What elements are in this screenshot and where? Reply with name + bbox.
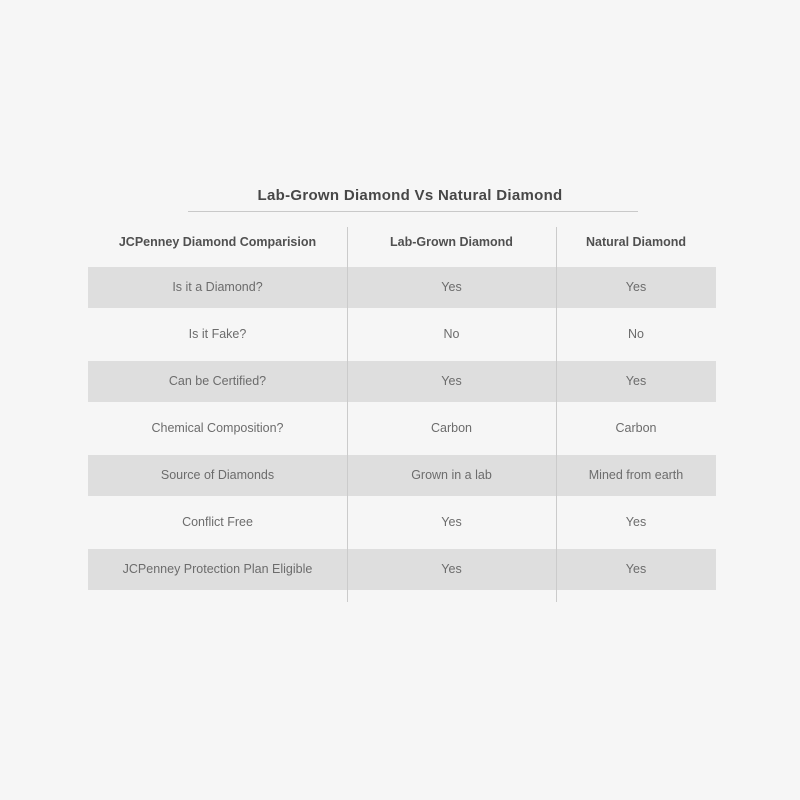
row-lab-grown-value: Yes: [441, 562, 462, 576]
row-natural-value: No: [628, 327, 644, 341]
table-row: [88, 267, 716, 308]
row-natural-value: Carbon: [615, 421, 657, 435]
comparison-table: [88, 227, 716, 596]
row-natural-value: Yes: [625, 374, 647, 388]
table-row: [88, 455, 716, 496]
column-header-lab-grown: Lab-Grown Diamond: [390, 234, 513, 249]
column-divider-2: [556, 227, 557, 602]
row-lab-grown-value: Grown in a lab: [411, 468, 492, 482]
column-divider-1: [347, 227, 348, 602]
page-title: Lab-Grown Diamond Vs Natural Diamond: [257, 187, 563, 204]
row-lab-grown-value: Yes: [441, 280, 462, 294]
row-natural-value: Yes: [625, 562, 647, 576]
table-row: [88, 361, 716, 402]
row-feature: Conflict Free: [182, 515, 253, 529]
row-lab-grown-value: Yes: [441, 515, 462, 529]
row-lab-grown-value: No: [443, 327, 460, 341]
row-natural-value: Yes: [625, 515, 647, 529]
table-row: [88, 549, 716, 590]
column-header-natural: Natural Diamond: [585, 234, 686, 249]
row-feature: Is it a Diamond?: [172, 280, 263, 294]
row-feature: JCPenney Protection Plan Eligible: [122, 562, 313, 576]
row-lab-grown-value: Carbon: [431, 421, 472, 435]
table-row: [88, 502, 716, 543]
table-row: [88, 314, 716, 355]
row-feature: Source of Diamonds: [160, 468, 275, 482]
table-row: [88, 408, 716, 449]
table-header-row: [88, 227, 716, 257]
row-lab-grown-value: Yes: [441, 374, 462, 388]
column-header-comparison: JCPenney Diamond Comparision: [118, 234, 317, 249]
row-feature: Can be Certified?: [168, 374, 267, 388]
row-feature: Is it Fake?: [188, 327, 247, 341]
row-natural-value: Mined from earth: [588, 468, 684, 482]
title-underline: [188, 211, 638, 212]
row-feature: Chemical Composition?: [151, 421, 284, 435]
row-natural-value: Yes: [625, 280, 647, 294]
